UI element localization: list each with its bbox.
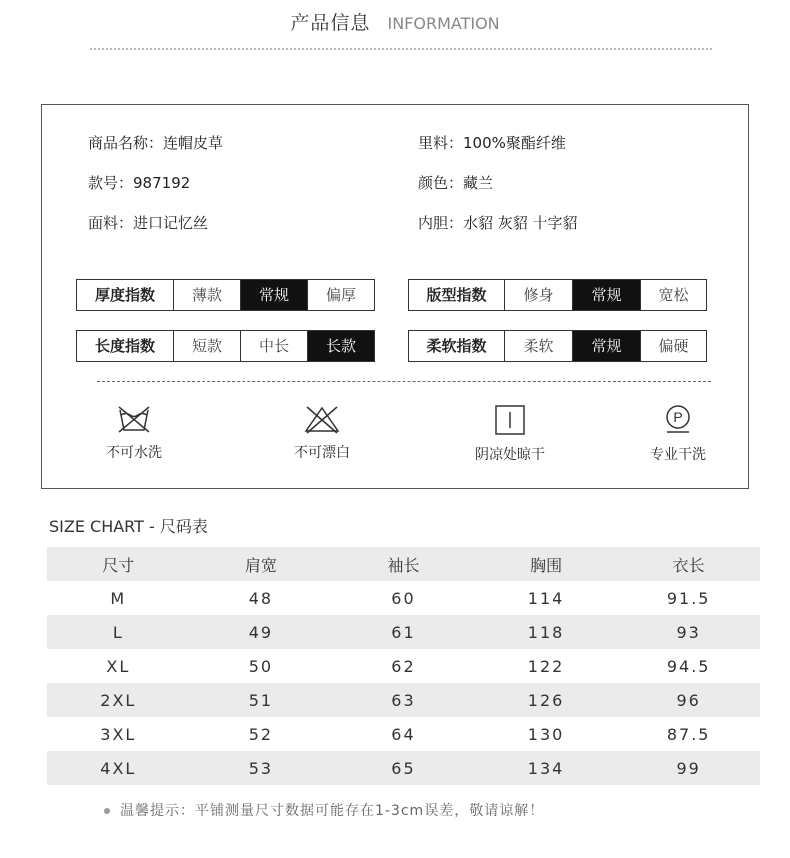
table-cell: 62 xyxy=(391,656,416,676)
table-cell: 114 xyxy=(527,588,565,608)
info-label: 内胆： xyxy=(418,214,464,232)
index-name: 柔软指数 xyxy=(426,337,487,355)
care-label: 不可水洗 xyxy=(106,445,162,461)
softness-index xyxy=(408,330,707,362)
table-cell: 99 xyxy=(676,758,701,778)
column-header: 衣长 xyxy=(672,555,705,575)
table-cell: 93 xyxy=(676,622,701,642)
table-cell: L xyxy=(112,622,124,642)
table-cell: 64 xyxy=(391,724,416,744)
table-cell: 134 xyxy=(527,758,565,778)
info-value: 进口记忆丝 xyxy=(133,214,209,232)
care-no-wash xyxy=(74,404,194,462)
table-cell: XL xyxy=(106,656,131,676)
table-row xyxy=(47,717,760,751)
info-label: 面料： xyxy=(88,214,134,232)
index-option: 修身 xyxy=(504,280,572,310)
note-text: 温馨提示：平铺测量尺寸数据可能存在1-3cm误差，敬请谅解！ xyxy=(120,803,545,819)
info-style-number xyxy=(88,172,190,193)
table-cell: 48 xyxy=(248,588,274,608)
table-cell: 51 xyxy=(248,690,274,710)
info-label: 款号： xyxy=(88,174,134,192)
info-value: 水貂 灰貂 十字貂 xyxy=(463,214,578,232)
measurement-note xyxy=(104,800,544,820)
index-name: 长度指数 xyxy=(94,337,155,355)
table-cell: 126 xyxy=(527,690,565,710)
care-shade-dry xyxy=(450,404,570,464)
fit-index xyxy=(408,279,707,311)
info-label: 里料： xyxy=(418,134,464,152)
index-option-selected: 长款 xyxy=(307,331,374,361)
info-product-name xyxy=(88,132,223,153)
section-header xyxy=(0,8,790,35)
dry-clean-icon xyxy=(662,404,694,436)
svg-text:P: P xyxy=(673,409,683,425)
header-title-en: INFORMATION xyxy=(387,14,500,33)
table-row xyxy=(47,683,760,717)
no-bleach-icon xyxy=(303,404,341,434)
index-option-selected: 常规 xyxy=(572,331,640,361)
care-label: 阴凉处晾干 xyxy=(475,447,545,463)
care-label: 不可漂白 xyxy=(294,445,350,461)
header-divider xyxy=(90,48,712,50)
info-value: 100%聚酯纤维 xyxy=(463,134,566,152)
index-option-selected: 常规 xyxy=(240,280,307,310)
table-row xyxy=(47,581,760,615)
info-lining xyxy=(418,132,566,153)
table-cell: 87.5 xyxy=(666,724,711,744)
care-no-bleach xyxy=(262,404,382,462)
table-cell: 65 xyxy=(391,758,416,778)
table-cell: 3XL xyxy=(100,724,137,744)
info-label: 颜色： xyxy=(418,174,464,192)
header-title-cn: 产品信息 xyxy=(290,12,371,34)
index-option: 宽松 xyxy=(640,280,706,310)
length-index xyxy=(76,330,375,362)
table-cell: 49 xyxy=(248,622,274,642)
index-option: 柔软 xyxy=(504,331,572,361)
bullet-dot-icon xyxy=(104,808,110,814)
index-option: 偏硬 xyxy=(640,331,706,361)
index-name: 版型指数 xyxy=(426,286,487,304)
info-label: 商品名称： xyxy=(88,134,164,152)
table-row xyxy=(47,649,760,683)
table-cell: 60 xyxy=(391,588,416,608)
index-option: 偏厚 xyxy=(307,280,374,310)
column-header: 尺寸 xyxy=(102,555,135,575)
info-value: 藏兰 xyxy=(463,174,494,192)
table-cell: 50 xyxy=(248,656,274,676)
info-value: 连帽皮草 xyxy=(163,134,224,152)
no-wash-icon xyxy=(116,404,152,434)
table-cell: 130 xyxy=(527,724,565,744)
table-row xyxy=(47,751,760,785)
column-header: 肩宽 xyxy=(244,555,277,575)
table-cell: 96 xyxy=(676,690,701,710)
thickness-index xyxy=(76,279,375,311)
table-cell: 52 xyxy=(248,724,274,744)
table-cell: 94.5 xyxy=(666,656,711,676)
care-divider xyxy=(97,381,711,382)
table-cell: 2XL xyxy=(100,690,137,710)
shade-dry-icon xyxy=(494,404,526,436)
table-row xyxy=(47,615,760,649)
index-option: 薄款 xyxy=(173,280,240,310)
table-cell: M xyxy=(110,588,127,608)
size-table-header xyxy=(47,547,760,581)
table-cell: 61 xyxy=(391,622,416,642)
index-option: 短款 xyxy=(173,331,240,361)
info-fabric xyxy=(88,212,208,233)
info-value: 987192 xyxy=(133,174,191,192)
table-cell: 91.5 xyxy=(666,588,711,608)
info-color xyxy=(418,172,493,193)
table-cell: 53 xyxy=(248,758,274,778)
index-option-selected: 常规 xyxy=(572,280,640,310)
column-header: 胸围 xyxy=(530,555,563,575)
table-cell: 122 xyxy=(527,656,565,676)
index-option: 中长 xyxy=(240,331,307,361)
column-header: 袖长 xyxy=(387,555,420,575)
size-chart-title: SIZE CHART - 尺码表 xyxy=(49,517,208,536)
table-cell: 4XL xyxy=(100,758,137,778)
care-dry-clean xyxy=(618,404,738,464)
table-cell: 63 xyxy=(391,690,416,710)
info-filling xyxy=(418,212,578,233)
table-cell: 118 xyxy=(527,622,565,642)
care-label: 专业干洗 xyxy=(650,447,706,463)
size-chart-table xyxy=(47,547,760,785)
index-name: 厚度指数 xyxy=(94,286,155,304)
